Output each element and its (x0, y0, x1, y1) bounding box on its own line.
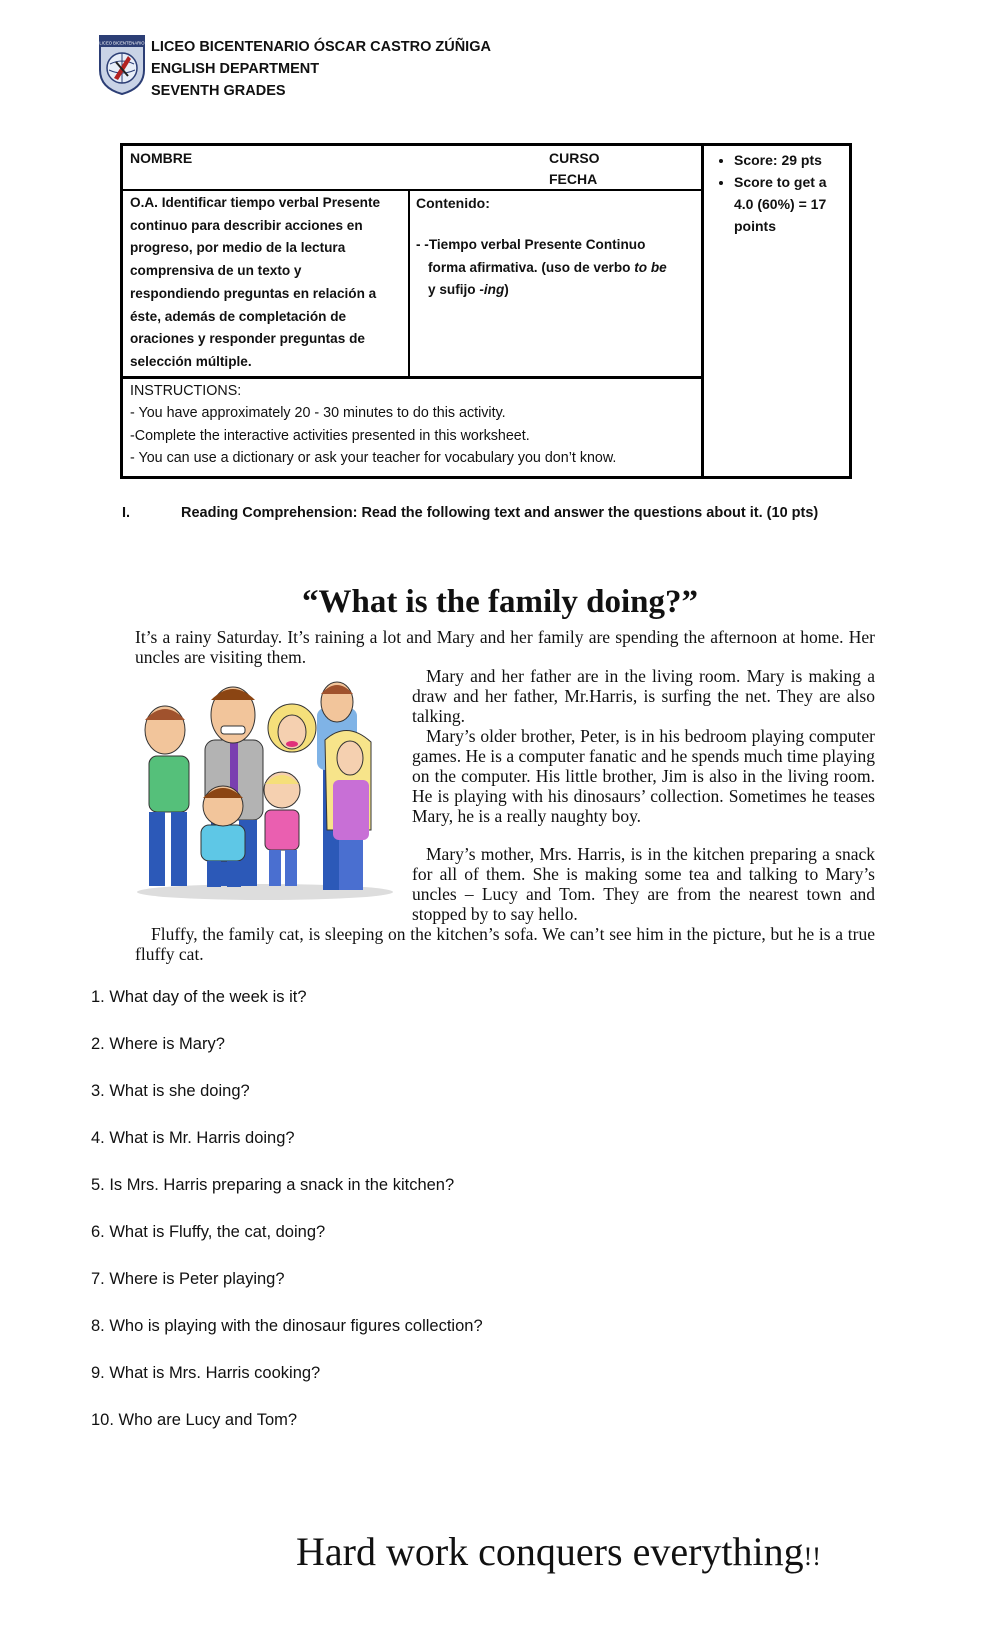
motto-exclaim: !! (803, 1542, 821, 1571)
instruction-item: - You can use a dictionary or ask your teacher for vocabulary you don’t know. (130, 449, 617, 466)
instruction-item: - You have approximately 20 - 30 minutes to do this activity. (130, 405, 506, 422)
objective-divider (408, 189, 410, 376)
score-box (708, 149, 848, 237)
curso-label: CURSO (549, 150, 600, 166)
school-header (151, 36, 491, 102)
contenido-label: Contenido: (416, 195, 490, 211)
objective-text: O.A. Identificar tiempo verbal Presente continuo para describir acciones en progreso, por medio de la lectura comprensiva de un texto y respondiendo preguntas en relación a éste, además de completación de oraciones y responder preguntas de selección múltiple. (130, 195, 381, 369)
question-2: 2. Where is Mary? (91, 1035, 225, 1053)
question-7: 7. Where is Peter playing? (91, 1270, 285, 1288)
story-para-2: Mary’s older brother, Peter, is in his bedroom playing computer games. He is a computer fanatic and he spends much time playing on the computer. His little brother, Jim is also in the living room. He is playing with his dinosaurs’ collection. Sometimes he teases Mary, he is a really naughty boy. (412, 726, 875, 826)
family-illustration (135, 680, 395, 902)
motto-text: Hard work conquers everything (296, 1529, 804, 1574)
story-title: “What is the family doing?” (301, 584, 699, 620)
nombre-row-line (123, 189, 701, 191)
question-6: 6. What is Fluffy, the cat, doing? (91, 1223, 326, 1241)
story-para-3: Mary’s mother, Mrs. Harris, is in the kitchen preparing a snack for all of them. She is making some tea and talking to Mary’s uncles – Lucy and Tom. They are from the nearest town and stopped by to say hello. (412, 844, 875, 924)
instruction-item: -Complete the interactive activities presented in this worksheet. (130, 427, 530, 444)
question-5: 5. Is Mrs. Harris preparing a snack in the kitchen? (91, 1176, 455, 1194)
motto (296, 1528, 821, 1575)
contenido-text: - -Tiempo verbal Presente Continuo forma afirmativa. (uso de verbo to be y sufijo -ing) (416, 237, 667, 298)
question-4: 4. What is Mr. Harris doing? (91, 1129, 295, 1147)
grade-level: SEVENTH GRADES (151, 83, 286, 99)
fecha-label: FECHA (549, 171, 598, 187)
logo-text: LICEO BICENTENARIO (99, 40, 145, 46)
score-passing: • Score to get a 4.0 (60%) = 17 points (734, 171, 848, 237)
school-logo (98, 34, 146, 96)
score-total: • Score: 29 pts (734, 149, 848, 171)
instructions (130, 380, 698, 469)
question-1: 1. What day of the week is it? (91, 988, 307, 1006)
instructions-line (123, 376, 701, 379)
instructions-title: INSTRUCTIONS: (130, 383, 242, 399)
question-10: 10. Who are Lucy and Tom? (91, 1411, 298, 1429)
section-text: Reading Comprehension: Read the following text and answer the questions about it. (10 pts) (181, 505, 819, 521)
score-divider (701, 146, 704, 476)
question-9: 9. What is Mrs. Harris cooking? (91, 1364, 321, 1382)
story-para-1: Mary and her father are in the living room. Mary is making a draw and her father, Mr.Harris, is surfing the net. They are also talking. (412, 666, 875, 726)
question-8: 8. Who is playing with the dinosaur figures collection? (91, 1317, 483, 1335)
section-number: I. (122, 505, 131, 521)
department-name: ENGLISH DEPARTMENT (151, 61, 320, 77)
info-table (120, 143, 852, 479)
story-intro: It’s a rainy Saturday. It’s raining a lot and Mary and her family are spending the afternoon at home. Her uncles are visiting them. (135, 627, 875, 667)
question-3: 3. What is she doing? (91, 1082, 250, 1100)
school-name: LICEO BICENTENARIO ÓSCAR CASTRO ZÚÑIGA (151, 39, 491, 55)
story-para-4: Fluffy, the family cat, is sleeping on the kitchen’s sofa. We can’t see him in the picture, but he is a true fluffy cat. (135, 924, 875, 964)
nombre-label: NOMBRE (130, 150, 193, 166)
